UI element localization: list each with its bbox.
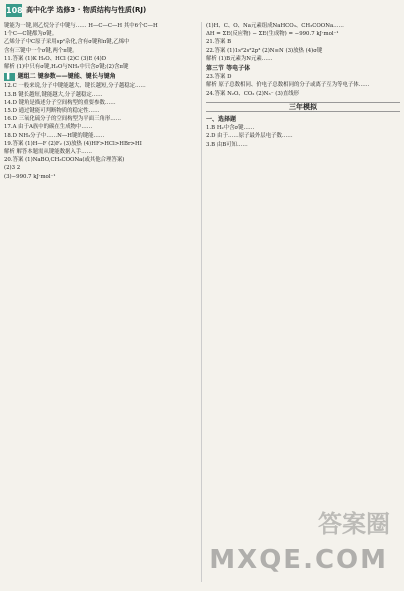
- answer-line: 24.答案 N₂O、CO₂ (2)N₃⁻ (3)直线形: [206, 90, 300, 97]
- answer-line: ΔH = ΣE(反应物) − ΣE(生成物) = −990.7 kJ·mol⁻¹: [206, 31, 339, 38]
- watermark-top: 答案圈: [318, 510, 390, 538]
- answer-line: 23.答案 D: [206, 74, 232, 81]
- left-column: [4, 22, 198, 587]
- answer-line: 解析 原子总数相同、价电子总数相同的分子或离子互为等电子体……: [206, 82, 370, 89]
- answer-line: 20.答案 (1)NaBO,CH₃COONa(或其他合理答案): [4, 157, 125, 164]
- column-divider: [201, 22, 202, 582]
- answer-line: 17.A 由于A族中的碳在生成物中……: [4, 124, 93, 131]
- section-title: 三年模拟: [206, 102, 400, 112]
- answer-line: 乙烯分子中C原子采用sp²杂化,含有σ键和π键,乙烯中: [4, 39, 130, 46]
- section-heading: ▌ 题组二 键参数——键能、键长与键角: [4, 73, 198, 81]
- page-header: [0, 0, 404, 20]
- answer-line: 解析 解答本题需从键能数据入手……: [4, 149, 92, 156]
- answer-line: 18.D NH₃分子中……N—H键的键能……: [4, 132, 105, 139]
- answer-line: 14.D 键角是描述分子空间构型的重要参数……: [4, 99, 116, 106]
- answer-line: 解析 (1)中只有σ键,H₂O与NH₃中只含σ键;(2)含π键: [4, 64, 129, 71]
- right-column: [206, 22, 400, 587]
- answer-line: 12.C 一般来说,分子中键能越大、键长越短,分子越稳定……: [4, 83, 146, 90]
- subsection-title: 第三节 等电子体: [206, 65, 251, 73]
- section-tag-icon: ▌: [4, 73, 15, 81]
- answer-line: 1.B H₂中含σ键……: [206, 125, 255, 132]
- answer-line: 21.答案 B: [206, 39, 232, 46]
- answer-line: (1)H、C、O、Na元素组成NaHCO₃、CH₃COONa……: [206, 23, 344, 29]
- answer-line: 2.D 由于……原子最外层电子数……: [206, 133, 293, 140]
- answer-line: 11.答案 (1)K H₂O、HCl (2)C (3)E (4)D: [4, 55, 107, 62]
- answer-line: (2)3 2: [4, 165, 21, 172]
- answer-line: 解析 (1)B元素为N元素……: [206, 55, 273, 62]
- answer-line: 含有三键中一个σ键,两个π键。: [4, 47, 78, 54]
- answer-line: 22.答案 (1)1s²2s²2p³ (2)N≡N (3)放热 (4)σ键: [206, 47, 323, 54]
- page-number: 108: [6, 6, 23, 15]
- answer-line: 3.B 由B可知……: [206, 141, 248, 148]
- subsection-title: 一、选择题: [206, 116, 237, 124]
- answer-line: 1个C—C键都为σ键。: [4, 31, 58, 38]
- answer-line: 13.B 键长越短,键能越大,分子越稳定……: [4, 91, 103, 98]
- watermark-bottom: MXQE.COM: [209, 545, 388, 575]
- answer-line: 19.答案 (1)H—F (2)F₂ (3)放热 (4)HF>HCl>HBr>HI: [4, 140, 142, 147]
- running-title: 高中化学 选修3 · 物质结构与性质(RJ): [26, 6, 147, 14]
- watermark: [209, 510, 400, 585]
- answer-line: 键能为一键,则乙烷分子中键与…… H—C—C—H 其中6个C—H: [4, 23, 158, 29]
- answer-line: (3)−990.7 kJ·mol⁻¹: [4, 173, 56, 180]
- answer-line: 16.D 三氧化硫分子的空间构型为平面三角形……: [4, 116, 122, 123]
- answer-line: 15.D 通过键能可判断物质的稳定性……: [4, 108, 100, 115]
